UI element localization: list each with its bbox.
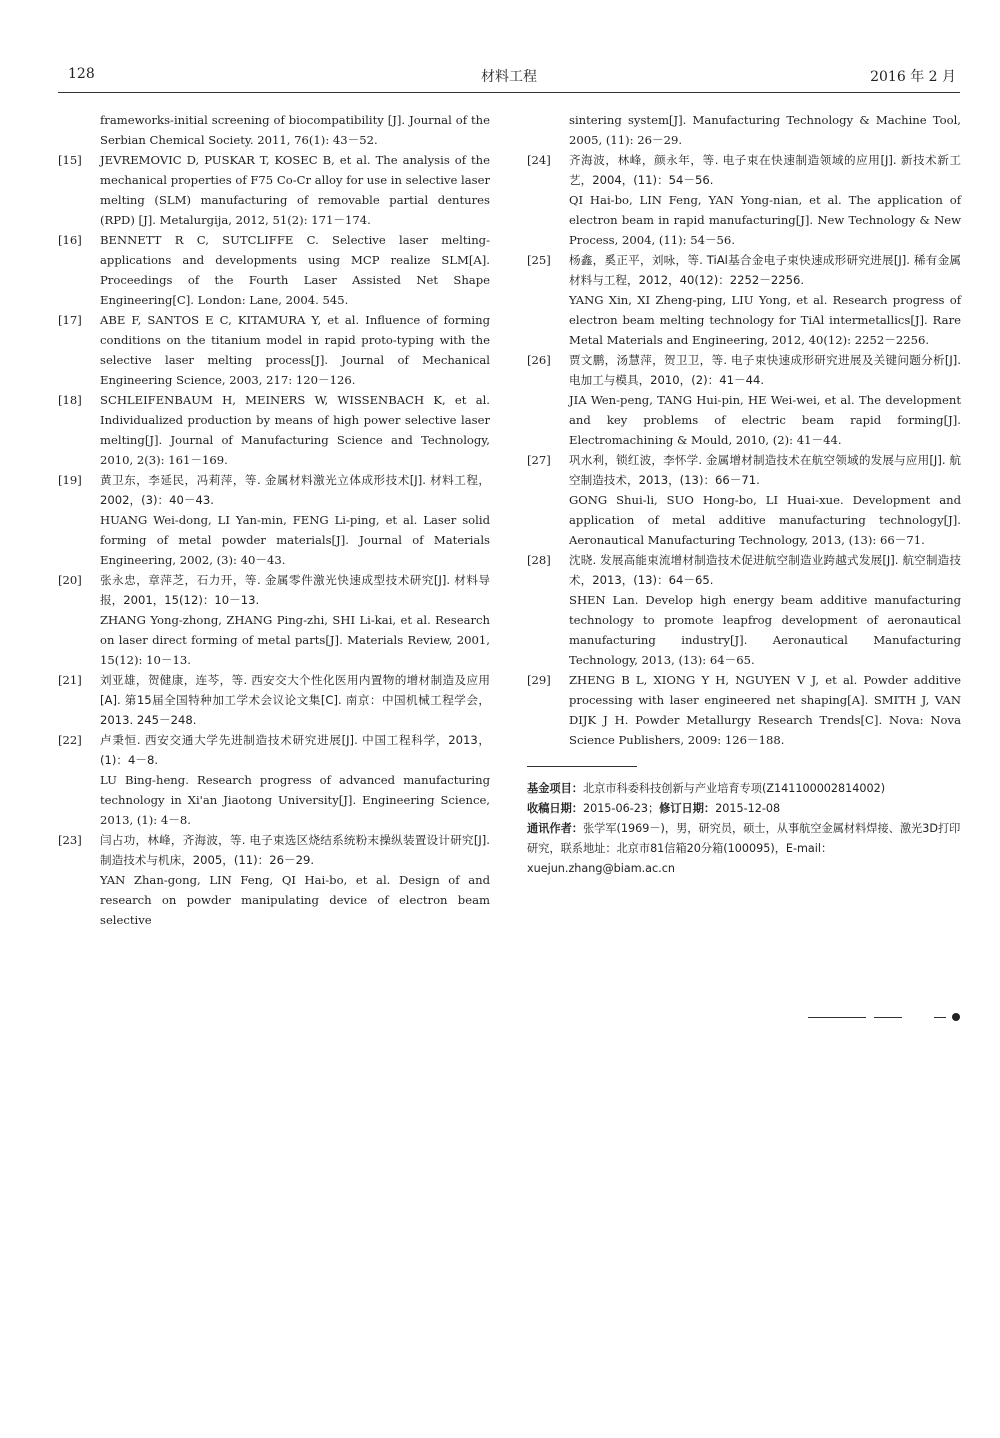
reference-18: [18] SCHLEIFENBAUM H, MEINERS W, WISSENBACH K, et al. Individualized production by means of high power selective laser melting[J]. Journal of Manufacturing Science and Technology, 2010, 2(3): 161－169. (58, 393, 490, 467)
reference-26: [26] 贾文鹏，汤慧萍，贺卫卫，等. 电子束快速成形研究进展及关键问题分析[J]. 电加工与模具，2010，(2)：41－44. JIA Wen-peng, TANG Hui-pin, HE Wei-wei, et al. The development and key problems of electric beam rapid forming[J]. Electromachining & Mould, 2010, (2): 41－44. (527, 353, 961, 447)
reference-16: [16] BENNETT R C, SUTCLIFFE C. Selective laser melting-applications and developments using MCP realize SLM[A]. Proceedings of the Fourth Laser Assisted Net Shape Engineering[C]. London: Lane, 2004. 545. (58, 233, 490, 307)
reference-17: [17] ABE F, SANTOS E C, KITAMURA Y, et al. Influence of forming conditions on the titanium model in rapid proto-typing with the selective laser melting process[J]. Journal of Mechanical Engineering Science, 2003, 217: 120－126. (58, 313, 490, 387)
reference-24: [24] 齐海波，林峰，颜永年，等. 电子束在快速制造领域的应用[J]. 新技术新工艺，2004，(11)：54－56. QI Hai-bo, LIN Feng, YAN Yong-nian, et al. The application of electron beam in rapid manufacturing[J]. New Technology & New Process, 2004, (11): 54－56. (527, 153, 961, 247)
reference-21: [21] 刘亚雄，贺健康，连芩，等. 西安交大个性化医用内置物的增材制造及应用[A]. 第15届全国特种加工学术会议论文集[C]. 南京：中国机械工程学会，2013. 245－248. (58, 673, 490, 727)
issue-date: 2016 年 2 月 (870, 69, 956, 85)
reference-23: [23] 闫占功，林峰，齐海波，等. 电子束选区烧结系统粉末操纵装置设计研究[J]. 制造技术与机床，2005，(11)：26－29. YAN Zhan-gong, LIN Feng, QI Hai-bo, et al. Design of and research on powder manipulating device of electron beam selective (58, 833, 490, 927)
end-of-article-mark (808, 1013, 960, 1023)
date-note: 收稿日期：2015-06-23；修订日期：2015-12-08 (527, 802, 781, 815)
reference-28: [28] 沈晓. 发展高能束流增材制造技术促进航空制造业跨越式发展[J]. 航空制造技术，2013，(13)：64－65. SHEN Lan. Develop high energy beam additive manufacturing technology to promote leapfrog development of aeronautical manufacturing industry[J]. Aeronautical Manufacturing Technology, 2013, (13): 64－65. (527, 553, 961, 667)
page-header (58, 62, 960, 93)
reference-25: [25] 杨鑫，奚正平，刘咏，等. TiAl基合金电子束快速成形研究进展[J]. 稀有金属材料与工程，2012，40(12)：2252－2256. YANG Xin, XI Zheng-ping, LIU Yong, et al. Research progress of electron beam melting technology for TiAl intermetallics[J]. Rare Metal Materials and Engineering, 2012, 40(12): 2252－2256. (527, 253, 961, 347)
footnote (527, 779, 961, 879)
reference-19: [19] 黄卫东，李延民，冯莉萍，等. 金属材料激光立体成形技术[J]. 材料工程，2002，(3)：40－43. HUANG Wei-dong, LI Yan-min, FENG Li-ping, et al. Laser solid forming of metal powder materials[J]. Journal of Materials Engineering, 2002, (3): 40－43. (58, 473, 490, 567)
reference-20: [20] 张永忠，章萍芝，石力开，等. 金属零件激光快速成型技术研究[J]. 材料导报，2001，15(12)：10－13. ZHANG Yong-zhong, ZHANG Ping-zhi, SHI Li-kai, et al. Research on laser direct forming of metal parts[J]. Materials Review, 2001, 15(12): 10－13. (58, 573, 490, 667)
author-note: 通讯作者：张学军(1969－)，男，研究员，硕士，从事航空金属材料焊接、激光3D打印研究，联系地址：北京市81信箱20分箱(100095)，E-mail：xuejun.zhang@biam.ac.cn (527, 822, 961, 875)
journal-title: 材料工程 (481, 69, 537, 85)
page-number: 128 (68, 66, 95, 82)
left-column (58, 110, 490, 930)
reference-22: [22] 卢秉恒. 西安交通大学先进制造技术研究进展[J]. 中国工程科学，2013，(1)：4－8. LU Bing-heng. Research progress of advanced manufacturing technology in Xi'an Jiaotong University[J]. Engineering Science, 2013, (1): 4－8. (58, 733, 490, 827)
footnote-divider (527, 766, 637, 767)
reference-continued: frameworks-initial screening of biocompatibility [J]. Journal of the Serbian Chemical Society. 2011, 76(1): 43－52. (100, 113, 490, 147)
fund-note: 基金项目：北京市科委科技创新与产业培育专项(Z141100002814002) (527, 782, 886, 795)
end-dot-icon (952, 1013, 960, 1021)
reference-continued: sintering system[J]. Manufacturing Technology & Machine Tool, 2005, (11): 26－29. (569, 113, 961, 147)
reference-15: [15] JEVREMOVIC D, PUSKAR T, KOSEC B, et al. The analysis of the mechanical properties of F75 Co-Cr alloy for use in selective laser melting (SLM) manufacturing of removable partial dentures (RPD) [J]. Metalurgija, 2012, 51(2): 171－174. (58, 153, 490, 227)
reference-27: [27] 巩水利，锁红波，李怀学. 金属增材制造技术在航空领域的发展与应用[J]. 航空制造技术，2013，(13)：66－71. GONG Shui-li, SUO Hong-bo, LI Huai-xue. Development and application of metal additive manufacturing technology[J]. Aeronautical Manufacturing Technology, 2013, (13): 66－71. (527, 453, 961, 547)
reference-29: [29] ZHENG B L, XIONG Y H, NGUYEN V J, et al. Powder additive processing with laser engineered net shaping[A]. SMITH J, VAN DIJK J H. Powder Metallurgy Research Trends[C]. Nova: Nova Science Publishers, 2009: 126－188. (527, 673, 961, 747)
right-column (527, 110, 961, 879)
